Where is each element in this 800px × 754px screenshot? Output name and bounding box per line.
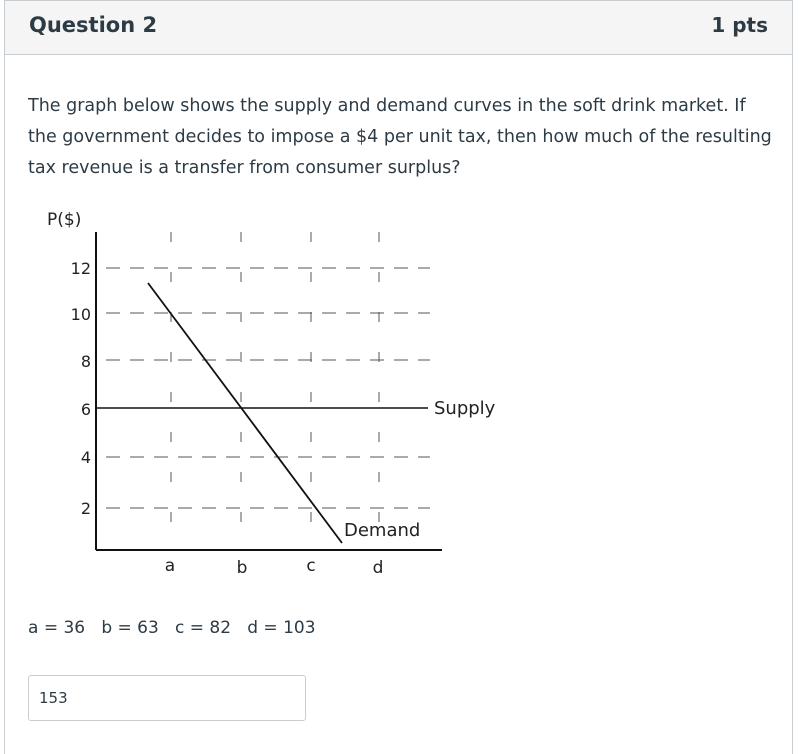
y-tick: 4	[80, 448, 91, 467]
question-title: Question 2	[29, 13, 158, 37]
y-tick: 12	[70, 259, 91, 278]
demand-line	[148, 283, 342, 543]
supply-label: Supply	[434, 398, 496, 419]
x-tick: b	[236, 558, 248, 578]
question-header	[4, 0, 793, 55]
y-tick: 6	[80, 400, 91, 419]
demand-label: Demand	[344, 520, 421, 541]
question-text: The graph below shows the supply and demand curves in the soft drink market. If the government decides to impose a $4 per unit tax, then how much of the resulting tax revenue is a transfer from consumer surplus?	[28, 96, 772, 178]
y-tick: 8	[80, 352, 91, 371]
question-points: 1 pts	[711, 13, 768, 37]
quantity-values: a = 36 b = 63 c = 82 d = 103	[28, 618, 316, 638]
x-tick: d	[372, 558, 384, 578]
y-tick: 2	[80, 499, 91, 518]
y-axis-label: P($)	[47, 210, 82, 230]
grid-guides	[106, 232, 430, 550]
x-tick: c	[306, 556, 316, 576]
supply-demand-graph	[0, 195, 560, 595]
x-tick: a	[164, 556, 176, 576]
answer-input[interactable]	[28, 675, 306, 721]
y-tick: 10	[70, 305, 91, 324]
